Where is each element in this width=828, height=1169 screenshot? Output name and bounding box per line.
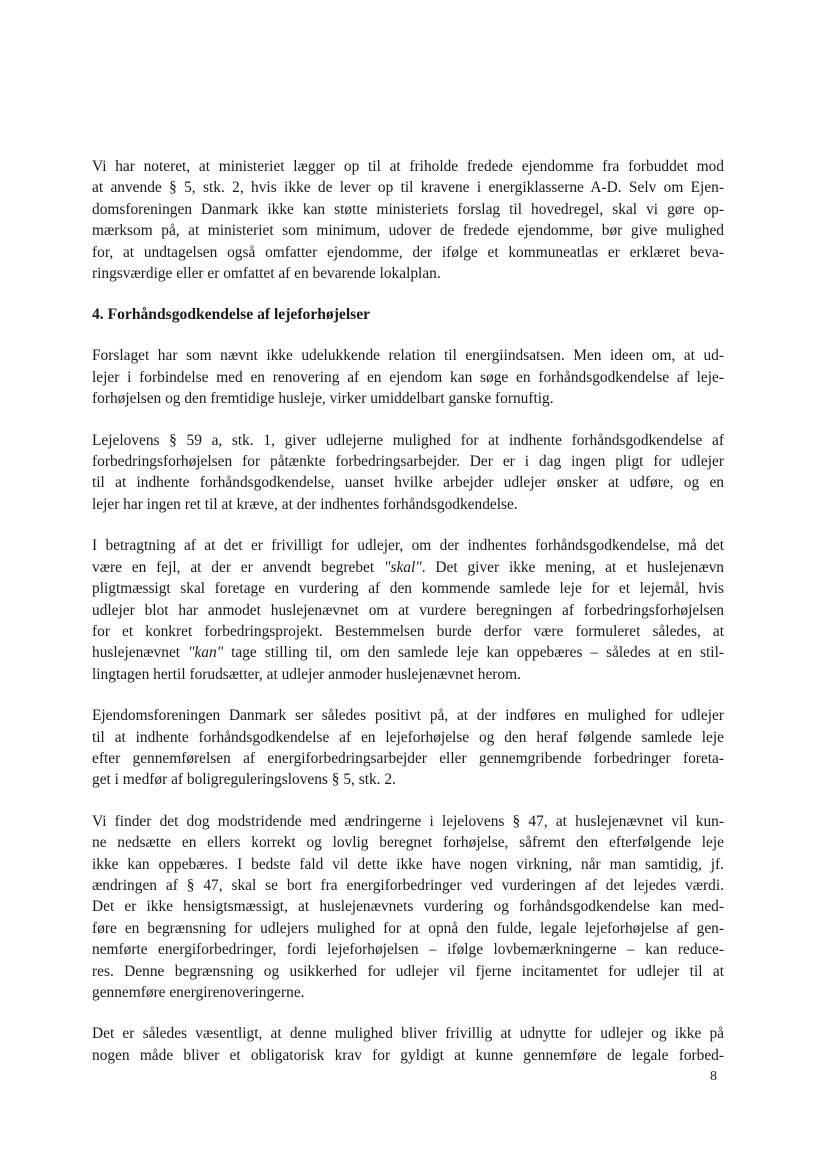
text-line: Forslaget har som nævnt ikke udelukkende relation til energiindsatsen. Men ideen om, at ud- xyxy=(92,347,724,365)
text-line: til at indhente forhåndsgodkendelse, uanset hvilke arbejder udlejer ønsker at udføre, og en xyxy=(92,474,724,492)
text-line: gennemføre energirenoveringerne. xyxy=(92,984,305,1001)
text-line: for, at undtagelsen også omfatter ejendomme, der ifølge et kommuneatlas er erklæret beva- xyxy=(92,243,724,261)
document-page xyxy=(92,156,724,1066)
text-line: Det er ikke hensigtsmæssigt, at huslejenævnets vurdering og forhåndsgodkendelse kan med- xyxy=(92,898,724,916)
text-line: føre en begrænsning for udlejers mulighed for at opnå den fulde, legale lejeforhøjelse af gen- xyxy=(92,919,724,937)
text-line: Vi finder det dog modstridende med ændringerne i lejelovens § 47, at huslejenævnet vil kun- xyxy=(92,812,724,830)
paragraph-5 xyxy=(92,705,724,791)
text-line: forbedringsforhøjelsen for påtænkte forbedringsarbejder. Der er i dag ingen pligt for udlejer xyxy=(92,453,724,471)
text-line: være en fejl, at der er anvendt begrebet "skal". Det giver ikke mening, at et huslejenævn xyxy=(92,558,725,576)
text-line: ændringen af § 47, skal se bort fra energiforbedringer ved vurderingen af det lejedes værdi. xyxy=(92,876,724,894)
text-line: domsforeningen Danmark ikke kan støtte ministeriets forslag til hovedregel, skal vi gøre op- xyxy=(92,200,724,218)
paragraph-7 xyxy=(92,1023,724,1066)
page-number: 8 xyxy=(710,1069,717,1084)
text-line: lejer i forbindelse med en renovering af en ejendom kan søge en forhåndsgodkendelse af leje- xyxy=(92,368,724,386)
text-line: forhøjelsen og den fremtidige husleje, virker umiddelbart ganske fornuftig. xyxy=(92,390,554,408)
paragraph-3 xyxy=(92,430,724,516)
text-line: get i medfør af boligreguleringslovens § 5, stk. 2. xyxy=(92,771,396,789)
text-line: Lejelovens § 59 a, stk. 1, giver udlejerne mulighed for at indhente forhåndsgodkendelse af xyxy=(92,431,724,449)
text-line: ne nedsætte en ellers korrekt og lovlig beregnet forhøjelse, såfremt den efterfølgende leje xyxy=(92,834,724,852)
paragraph-4 xyxy=(92,535,724,685)
text-line: ringsværdige eller er omfattet af en bevarende lokalplan. xyxy=(92,265,441,283)
text-line: til at indhente forhåndsgodkendelse af en lejeforhøjelse og den heraf følgende samlede leje xyxy=(92,728,724,746)
text-line: mærksom på, at ministeriet som minimum, udover de fredede ejendomme, bør give mulighed xyxy=(92,222,724,240)
text-line: udlejer blot har anmodet huslejenævnet om at vurdere beregningen af forbedringsforhøjelsen xyxy=(92,601,724,619)
text-line: lejer har ingen ret til at kræve, at der indhentes forhåndsgodkendelse. xyxy=(92,495,518,513)
text-line: Vi har noteret, at ministeriet lægger op til at friholde fredede ejendomme fra forbuddet mod xyxy=(92,158,724,175)
paragraph-2 xyxy=(92,345,724,409)
text-line: nogen måde bliver et obligatorisk krav for gyldigt at kunne gennemføre de legale forbed- xyxy=(92,1046,724,1064)
text-line: at anvende § 5, stk. 2, hvis ikke de lever op til kravene i energiklasserne A-D. Selv om Ejen- xyxy=(92,179,724,197)
text-line: efter gennemførelsen af energiforbedringsarbejder eller gennemgribende forbedringer foreta- xyxy=(92,749,724,767)
section-heading: 4. Forhåndsgodkendelse af lejeforhøjelser xyxy=(92,306,371,324)
text-line: res. Denne begrænsning og usikkerhed for udlejer vil fjerne incitamentet for udlejer til at xyxy=(92,962,724,980)
paragraph-1 xyxy=(92,156,724,284)
text-line: ikke kan oppebæres. I bedste fald vil dette ikke have nogen virkning, når man samtidig, jf. xyxy=(92,855,724,873)
text-line: Ejendomsforeningen Danmark ser således positivt på, at der indføres en mulighed for udlejer xyxy=(92,707,724,725)
text-line: pligtmæssigt skal foretage en vurdering af den kommende samlede leje for et lejemål, hvis xyxy=(92,580,724,598)
text-line: for et konkret forbedringsprojekt. Bestemmelsen burde derfor være formuleret således, at xyxy=(92,622,724,640)
text-line: lingtagen hertil forudsætter, at udlejer anmoder huslejenævnet herom. xyxy=(92,665,521,683)
text-line: Det er således væsentligt, at denne mulighed bliver frivillig at udnytte for udlejer og ikke på xyxy=(92,1025,724,1043)
paragraph-6 xyxy=(92,811,724,1004)
text-line: huslejenævnet "kan" tage stilling til, om den samlede leje kan oppebæres – således at en stil- xyxy=(92,644,724,662)
text-line: I betragtning af at det er frivilligt for udlejer, om der indhentes forhåndsgodkendelse, må det xyxy=(92,537,724,555)
text-line: nemførte energiforbedringer, fordi lejeforhøjelsen – ifølge lovbemærkningerne – kan reduce- xyxy=(92,941,724,959)
